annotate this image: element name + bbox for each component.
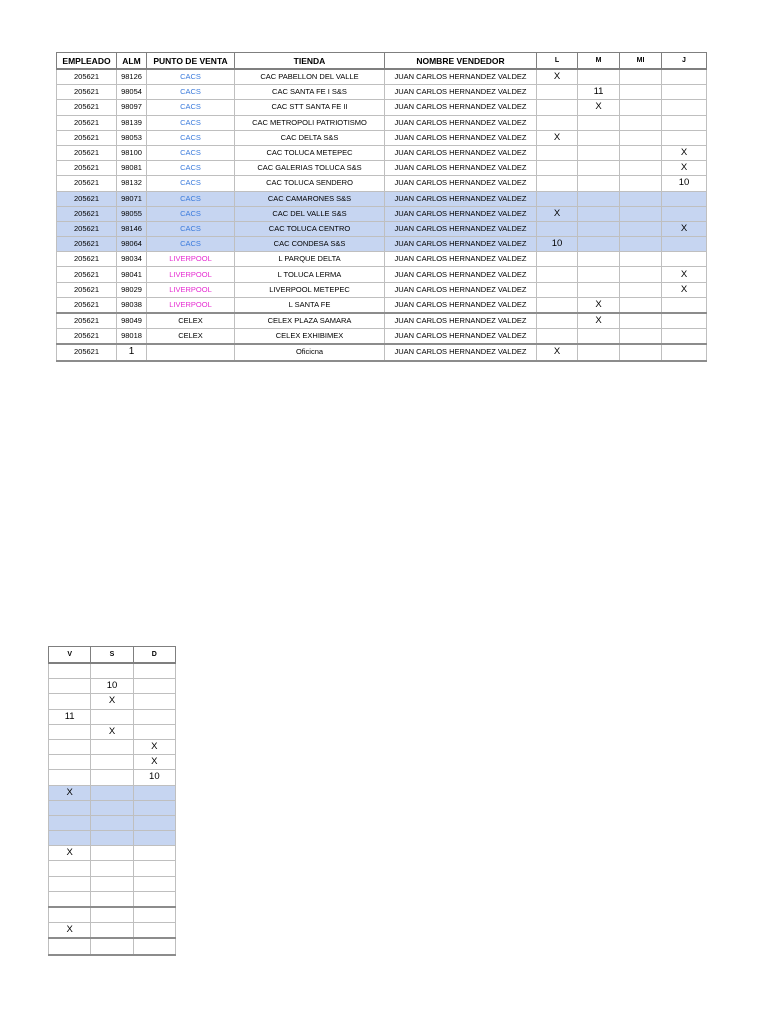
table-row bbox=[49, 800, 176, 815]
day-l-cell bbox=[537, 100, 578, 115]
day-mi-cell bbox=[620, 313, 662, 329]
day-d-cell: X bbox=[133, 755, 175, 770]
table-row bbox=[57, 252, 707, 267]
header-j: J bbox=[662, 53, 707, 70]
day-s-cell bbox=[91, 785, 133, 800]
day-l-cell bbox=[537, 313, 578, 329]
day-s-cell bbox=[91, 861, 133, 876]
vendedor-cell: JUAN CARLOS HERNANDEZ VALDEZ bbox=[385, 69, 537, 85]
day-v-cell bbox=[49, 724, 91, 739]
day-m-cell: X bbox=[578, 297, 620, 313]
day-m-cell: X bbox=[578, 100, 620, 115]
day-d-cell bbox=[133, 891, 175, 907]
day-j-cell: X bbox=[662, 267, 707, 282]
vendedor-cell: JUAN CARLOS HERNANDEZ VALDEZ bbox=[385, 176, 537, 191]
tienda-cell: CAC DELTA S&S bbox=[235, 130, 385, 145]
day-j-cell bbox=[662, 237, 707, 252]
tienda-cell: L PARQUE DELTA bbox=[235, 252, 385, 267]
alm-cell: 98100 bbox=[117, 145, 147, 160]
day-m-cell bbox=[578, 267, 620, 282]
weekend-table bbox=[48, 646, 176, 956]
header-s: S bbox=[91, 647, 133, 664]
day-l-cell bbox=[537, 176, 578, 191]
tienda-cell: CAC METROPOLI PATRIOTISMO bbox=[235, 115, 385, 130]
vendedor-cell: JUAN CARLOS HERNANDEZ VALDEZ bbox=[385, 161, 537, 176]
day-d-cell bbox=[133, 815, 175, 830]
alm-cell: 98132 bbox=[117, 176, 147, 191]
day-m-cell bbox=[578, 145, 620, 160]
header-row bbox=[57, 53, 707, 70]
day-s-cell bbox=[91, 891, 133, 907]
vendedor-cell: JUAN CARLOS HERNANDEZ VALDEZ bbox=[385, 297, 537, 313]
table-row bbox=[57, 145, 707, 160]
empleado-cell: 205621 bbox=[57, 176, 117, 191]
header-alm: ALM bbox=[117, 53, 147, 70]
alm-cell: 98018 bbox=[117, 329, 147, 345]
day-s-cell bbox=[91, 663, 133, 679]
vendedor-cell: JUAN CARLOS HERNANDEZ VALDEZ bbox=[385, 115, 537, 130]
day-s-cell bbox=[91, 770, 133, 785]
alm-cell: 98038 bbox=[117, 297, 147, 313]
alm-cell: 98139 bbox=[117, 115, 147, 130]
table-row bbox=[49, 876, 176, 891]
punto-de-venta-cell: LIVERPOOL bbox=[147, 297, 235, 313]
vendedor-cell: JUAN CARLOS HERNANDEZ VALDEZ bbox=[385, 252, 537, 267]
table-row bbox=[49, 694, 176, 709]
punto-de-venta-cell: LIVERPOOL bbox=[147, 252, 235, 267]
alm-cell: 98071 bbox=[117, 191, 147, 206]
table-row bbox=[49, 831, 176, 846]
table-row bbox=[57, 115, 707, 130]
table-row bbox=[49, 907, 176, 923]
tienda-cell: CAC DEL VALLE S&S bbox=[235, 206, 385, 221]
empleado-cell: 205621 bbox=[57, 237, 117, 252]
table-row bbox=[49, 770, 176, 785]
day-d-cell bbox=[133, 663, 175, 679]
day-j-cell bbox=[662, 206, 707, 221]
table-row bbox=[57, 237, 707, 252]
day-mi-cell bbox=[620, 161, 662, 176]
empleado-cell: 205621 bbox=[57, 115, 117, 130]
schedule-table bbox=[56, 52, 707, 362]
day-j-cell bbox=[662, 100, 707, 115]
alm-cell: 98049 bbox=[117, 313, 147, 329]
day-v-cell bbox=[49, 815, 91, 830]
empleado-cell: 205621 bbox=[57, 329, 117, 345]
empleado-cell: 205621 bbox=[57, 69, 117, 85]
day-l-cell: X bbox=[537, 206, 578, 221]
day-l-cell bbox=[537, 145, 578, 160]
day-s-cell: X bbox=[91, 694, 133, 709]
table-row bbox=[57, 267, 707, 282]
header-mi: MI bbox=[620, 53, 662, 70]
day-v-cell bbox=[49, 907, 91, 923]
empleado-cell: 205621 bbox=[57, 85, 117, 100]
table-row bbox=[49, 679, 176, 694]
day-d-cell: 10 bbox=[133, 770, 175, 785]
punto-de-venta-cell: CACS bbox=[147, 130, 235, 145]
day-j-cell bbox=[662, 191, 707, 206]
table-row bbox=[57, 69, 707, 85]
alm-cell: 98054 bbox=[117, 85, 147, 100]
table-row bbox=[57, 221, 707, 236]
alm-cell: 98055 bbox=[117, 206, 147, 221]
empleado-cell: 205621 bbox=[57, 282, 117, 297]
table-row bbox=[57, 161, 707, 176]
day-l-cell bbox=[537, 252, 578, 267]
day-v-cell bbox=[49, 876, 91, 891]
table-row bbox=[49, 846, 176, 861]
day-j-cell: X bbox=[662, 161, 707, 176]
day-d-cell bbox=[133, 709, 175, 724]
vendedor-cell: JUAN CARLOS HERNANDEZ VALDEZ bbox=[385, 206, 537, 221]
table-row bbox=[57, 191, 707, 206]
empleado-cell: 205621 bbox=[57, 161, 117, 176]
day-mi-cell bbox=[620, 191, 662, 206]
day-s-cell bbox=[91, 739, 133, 754]
table-row bbox=[57, 100, 707, 115]
day-mi-cell bbox=[620, 329, 662, 345]
tienda-cell: CAC TOLUCA SENDERO bbox=[235, 176, 385, 191]
punto-de-venta-cell: CACS bbox=[147, 176, 235, 191]
day-s-cell bbox=[91, 831, 133, 846]
day-v-cell bbox=[49, 831, 91, 846]
day-v-cell bbox=[49, 800, 91, 815]
punto-de-venta-cell: CACS bbox=[147, 221, 235, 236]
day-v-cell bbox=[49, 770, 91, 785]
day-m-cell bbox=[578, 206, 620, 221]
punto-de-venta-cell: CACS bbox=[147, 161, 235, 176]
tienda-cell: LIVERPOOL METEPEC bbox=[235, 282, 385, 297]
day-m-cell bbox=[578, 191, 620, 206]
table-row bbox=[49, 861, 176, 876]
vendedor-cell: JUAN CARLOS HERNANDEZ VALDEZ bbox=[385, 282, 537, 297]
table-row bbox=[49, 739, 176, 754]
day-s-cell: X bbox=[91, 724, 133, 739]
day-j-cell bbox=[662, 329, 707, 345]
day-d-cell: X bbox=[133, 739, 175, 754]
day-v-cell bbox=[49, 861, 91, 876]
side-header-row bbox=[49, 647, 176, 664]
tienda-cell: L SANTA FE bbox=[235, 297, 385, 313]
day-v-cell bbox=[49, 739, 91, 754]
day-j-cell bbox=[662, 69, 707, 85]
table-row bbox=[49, 785, 176, 800]
vendedor-cell: JUAN CARLOS HERNANDEZ VALDEZ bbox=[385, 267, 537, 282]
tienda-cell: CAC TOLUCA CENTRO bbox=[235, 221, 385, 236]
empleado-cell: 205621 bbox=[57, 191, 117, 206]
day-s-cell bbox=[91, 876, 133, 891]
day-d-cell bbox=[133, 923, 175, 939]
punto-de-venta-cell: CELEX bbox=[147, 313, 235, 329]
day-m-cell bbox=[578, 115, 620, 130]
table-row bbox=[57, 282, 707, 297]
table-row bbox=[49, 815, 176, 830]
day-d-cell bbox=[133, 876, 175, 891]
punto-de-venta-cell: LIVERPOOL bbox=[147, 282, 235, 297]
day-v-cell bbox=[49, 938, 91, 954]
empleado-cell: 205621 bbox=[57, 297, 117, 313]
punto-de-venta-cell: CACS bbox=[147, 191, 235, 206]
table-row bbox=[49, 891, 176, 907]
vendedor-cell: JUAN CARLOS HERNANDEZ VALDEZ bbox=[385, 85, 537, 100]
day-l-cell bbox=[537, 191, 578, 206]
day-s-cell bbox=[91, 907, 133, 923]
day-v-cell bbox=[49, 694, 91, 709]
day-m-cell bbox=[578, 282, 620, 297]
day-j-cell: X bbox=[662, 221, 707, 236]
vendedor-cell: JUAN CARLOS HERNANDEZ VALDEZ bbox=[385, 313, 537, 329]
punto-de-venta-cell: CACS bbox=[147, 69, 235, 85]
day-l-cell bbox=[537, 115, 578, 130]
day-s-cell bbox=[91, 923, 133, 939]
tienda-cell: CAC SANTA FE I S&S bbox=[235, 85, 385, 100]
alm-cell: 98034 bbox=[117, 252, 147, 267]
empleado-cell: 205621 bbox=[57, 313, 117, 329]
day-j-cell bbox=[662, 115, 707, 130]
table-row bbox=[49, 755, 176, 770]
day-d-cell bbox=[133, 785, 175, 800]
day-j-cell bbox=[662, 297, 707, 313]
header-l: L bbox=[537, 53, 578, 70]
day-mi-cell bbox=[620, 130, 662, 145]
day-l-cell: X bbox=[537, 69, 578, 85]
punto-de-venta-cell: CELEX bbox=[147, 329, 235, 345]
table-row bbox=[57, 313, 707, 329]
alm-cell: 1 bbox=[117, 344, 147, 360]
empleado-cell: 205621 bbox=[57, 100, 117, 115]
tienda-cell: CAC CONDESA S&S bbox=[235, 237, 385, 252]
vendedor-cell: JUAN CARLOS HERNANDEZ VALDEZ bbox=[385, 191, 537, 206]
vendedor-cell: JUAN CARLOS HERNANDEZ VALDEZ bbox=[385, 145, 537, 160]
day-m-cell bbox=[578, 237, 620, 252]
day-mi-cell bbox=[620, 206, 662, 221]
day-mi-cell bbox=[620, 237, 662, 252]
day-m-cell bbox=[578, 176, 620, 191]
day-s-cell bbox=[91, 938, 133, 954]
alm-cell: 98041 bbox=[117, 267, 147, 282]
day-m-cell bbox=[578, 130, 620, 145]
empleado-cell: 205621 bbox=[57, 221, 117, 236]
day-m-cell bbox=[578, 221, 620, 236]
table-row bbox=[57, 130, 707, 145]
empleado-cell: 205621 bbox=[57, 252, 117, 267]
day-v-cell bbox=[49, 755, 91, 770]
alm-cell: 98146 bbox=[117, 221, 147, 236]
vendedor-cell: JUAN CARLOS HERNANDEZ VALDEZ bbox=[385, 329, 537, 345]
empleado-cell: 205621 bbox=[57, 145, 117, 160]
day-m-cell bbox=[578, 252, 620, 267]
day-s-cell bbox=[91, 815, 133, 830]
day-v-cell: X bbox=[49, 923, 91, 939]
table-row bbox=[57, 85, 707, 100]
day-j-cell bbox=[662, 313, 707, 329]
punto-de-venta-cell: CACS bbox=[147, 145, 235, 160]
alm-cell: 98053 bbox=[117, 130, 147, 145]
tienda-cell: CAC STT SANTA FE II bbox=[235, 100, 385, 115]
day-j-cell bbox=[662, 252, 707, 267]
vendedor-cell: JUAN CARLOS HERNANDEZ VALDEZ bbox=[385, 130, 537, 145]
table-row bbox=[49, 938, 176, 954]
header-empleado: EMPLEADO bbox=[57, 53, 117, 70]
punto-de-venta-cell bbox=[147, 344, 235, 360]
tienda-cell: CAC TOLUCA METEPEC bbox=[235, 145, 385, 160]
vendedor-cell: JUAN CARLOS HERNANDEZ VALDEZ bbox=[385, 344, 537, 360]
table-row bbox=[57, 344, 707, 360]
day-j-cell bbox=[662, 344, 707, 360]
table-row bbox=[49, 709, 176, 724]
punto-de-venta-cell: CACS bbox=[147, 115, 235, 130]
table-row bbox=[57, 206, 707, 221]
day-l-cell bbox=[537, 297, 578, 313]
day-l-cell bbox=[537, 221, 578, 236]
day-d-cell bbox=[133, 679, 175, 694]
day-m-cell bbox=[578, 344, 620, 360]
day-l-cell: X bbox=[537, 130, 578, 145]
day-s-cell bbox=[91, 800, 133, 815]
day-mi-cell bbox=[620, 267, 662, 282]
day-v-cell: X bbox=[49, 785, 91, 800]
alm-cell: 98126 bbox=[117, 69, 147, 85]
table-row bbox=[49, 724, 176, 739]
empleado-cell: 205621 bbox=[57, 344, 117, 360]
header-d: D bbox=[133, 647, 175, 664]
empleado-cell: 205621 bbox=[57, 130, 117, 145]
day-l-cell bbox=[537, 85, 578, 100]
day-d-cell bbox=[133, 907, 175, 923]
day-d-cell bbox=[133, 694, 175, 709]
tienda-cell: CAC PABELLON DEL VALLE bbox=[235, 69, 385, 85]
day-mi-cell bbox=[620, 176, 662, 191]
header-m: M bbox=[578, 53, 620, 70]
day-v-cell bbox=[49, 679, 91, 694]
day-d-cell bbox=[133, 724, 175, 739]
day-m-cell bbox=[578, 161, 620, 176]
day-l-cell: X bbox=[537, 344, 578, 360]
day-v-cell bbox=[49, 663, 91, 679]
tienda-cell: L TOLUCA LERMA bbox=[235, 267, 385, 282]
vendedor-cell: JUAN CARLOS HERNANDEZ VALDEZ bbox=[385, 237, 537, 252]
punto-de-venta-cell: CACS bbox=[147, 237, 235, 252]
day-mi-cell bbox=[620, 221, 662, 236]
day-v-cell: 11 bbox=[49, 709, 91, 724]
day-d-cell bbox=[133, 800, 175, 815]
day-mi-cell bbox=[620, 145, 662, 160]
header-nombre-vendedor: NOMBRE VENDEDOR bbox=[385, 53, 537, 70]
day-s-cell: 10 bbox=[91, 679, 133, 694]
punto-de-venta-cell: CACS bbox=[147, 85, 235, 100]
day-s-cell bbox=[91, 709, 133, 724]
day-mi-cell bbox=[620, 69, 662, 85]
table-row bbox=[49, 923, 176, 939]
header-v: V bbox=[49, 647, 91, 664]
day-mi-cell bbox=[620, 252, 662, 267]
day-l-cell bbox=[537, 329, 578, 345]
day-m-cell bbox=[578, 329, 620, 345]
header-punto-de-venta: PUNTO DE VENTA bbox=[147, 53, 235, 70]
day-l-cell bbox=[537, 267, 578, 282]
alm-cell: 98029 bbox=[117, 282, 147, 297]
day-j-cell: 10 bbox=[662, 176, 707, 191]
day-l-cell: 10 bbox=[537, 237, 578, 252]
day-j-cell bbox=[662, 130, 707, 145]
tienda-cell: CELEX PLAZA SAMARA bbox=[235, 313, 385, 329]
tienda-cell: Oficicna bbox=[235, 344, 385, 360]
table-row bbox=[57, 329, 707, 345]
empleado-cell: 205621 bbox=[57, 267, 117, 282]
day-m-cell: X bbox=[578, 313, 620, 329]
day-s-cell bbox=[91, 755, 133, 770]
day-d-cell bbox=[133, 846, 175, 861]
day-l-cell bbox=[537, 161, 578, 176]
day-d-cell bbox=[133, 861, 175, 876]
alm-cell: 98081 bbox=[117, 161, 147, 176]
table-row bbox=[49, 663, 176, 679]
day-d-cell bbox=[133, 938, 175, 954]
punto-de-venta-cell: CACS bbox=[147, 206, 235, 221]
day-mi-cell bbox=[620, 100, 662, 115]
alm-cell: 98097 bbox=[117, 100, 147, 115]
day-mi-cell bbox=[620, 282, 662, 297]
table-row bbox=[57, 297, 707, 313]
day-j-cell bbox=[662, 85, 707, 100]
day-v-cell bbox=[49, 891, 91, 907]
day-j-cell: X bbox=[662, 145, 707, 160]
day-mi-cell bbox=[620, 344, 662, 360]
vendedor-cell: JUAN CARLOS HERNANDEZ VALDEZ bbox=[385, 221, 537, 236]
vendedor-cell: JUAN CARLOS HERNANDEZ VALDEZ bbox=[385, 100, 537, 115]
tienda-cell: CAC GALERIAS TOLUCA S&S bbox=[235, 161, 385, 176]
day-l-cell bbox=[537, 282, 578, 297]
day-mi-cell bbox=[620, 85, 662, 100]
alm-cell: 98064 bbox=[117, 237, 147, 252]
table-row bbox=[57, 176, 707, 191]
tienda-cell: CAC CAMARONES S&S bbox=[235, 191, 385, 206]
day-m-cell: 11 bbox=[578, 85, 620, 100]
day-mi-cell bbox=[620, 297, 662, 313]
day-m-cell bbox=[578, 69, 620, 85]
punto-de-venta-cell: LIVERPOOL bbox=[147, 267, 235, 282]
day-j-cell: X bbox=[662, 282, 707, 297]
tienda-cell: CELEX EXHIBIMEX bbox=[235, 329, 385, 345]
day-mi-cell bbox=[620, 115, 662, 130]
day-s-cell bbox=[91, 846, 133, 861]
day-d-cell bbox=[133, 831, 175, 846]
empleado-cell: 205621 bbox=[57, 206, 117, 221]
day-v-cell: X bbox=[49, 846, 91, 861]
punto-de-venta-cell: CACS bbox=[147, 100, 235, 115]
header-tienda: TIENDA bbox=[235, 53, 385, 70]
